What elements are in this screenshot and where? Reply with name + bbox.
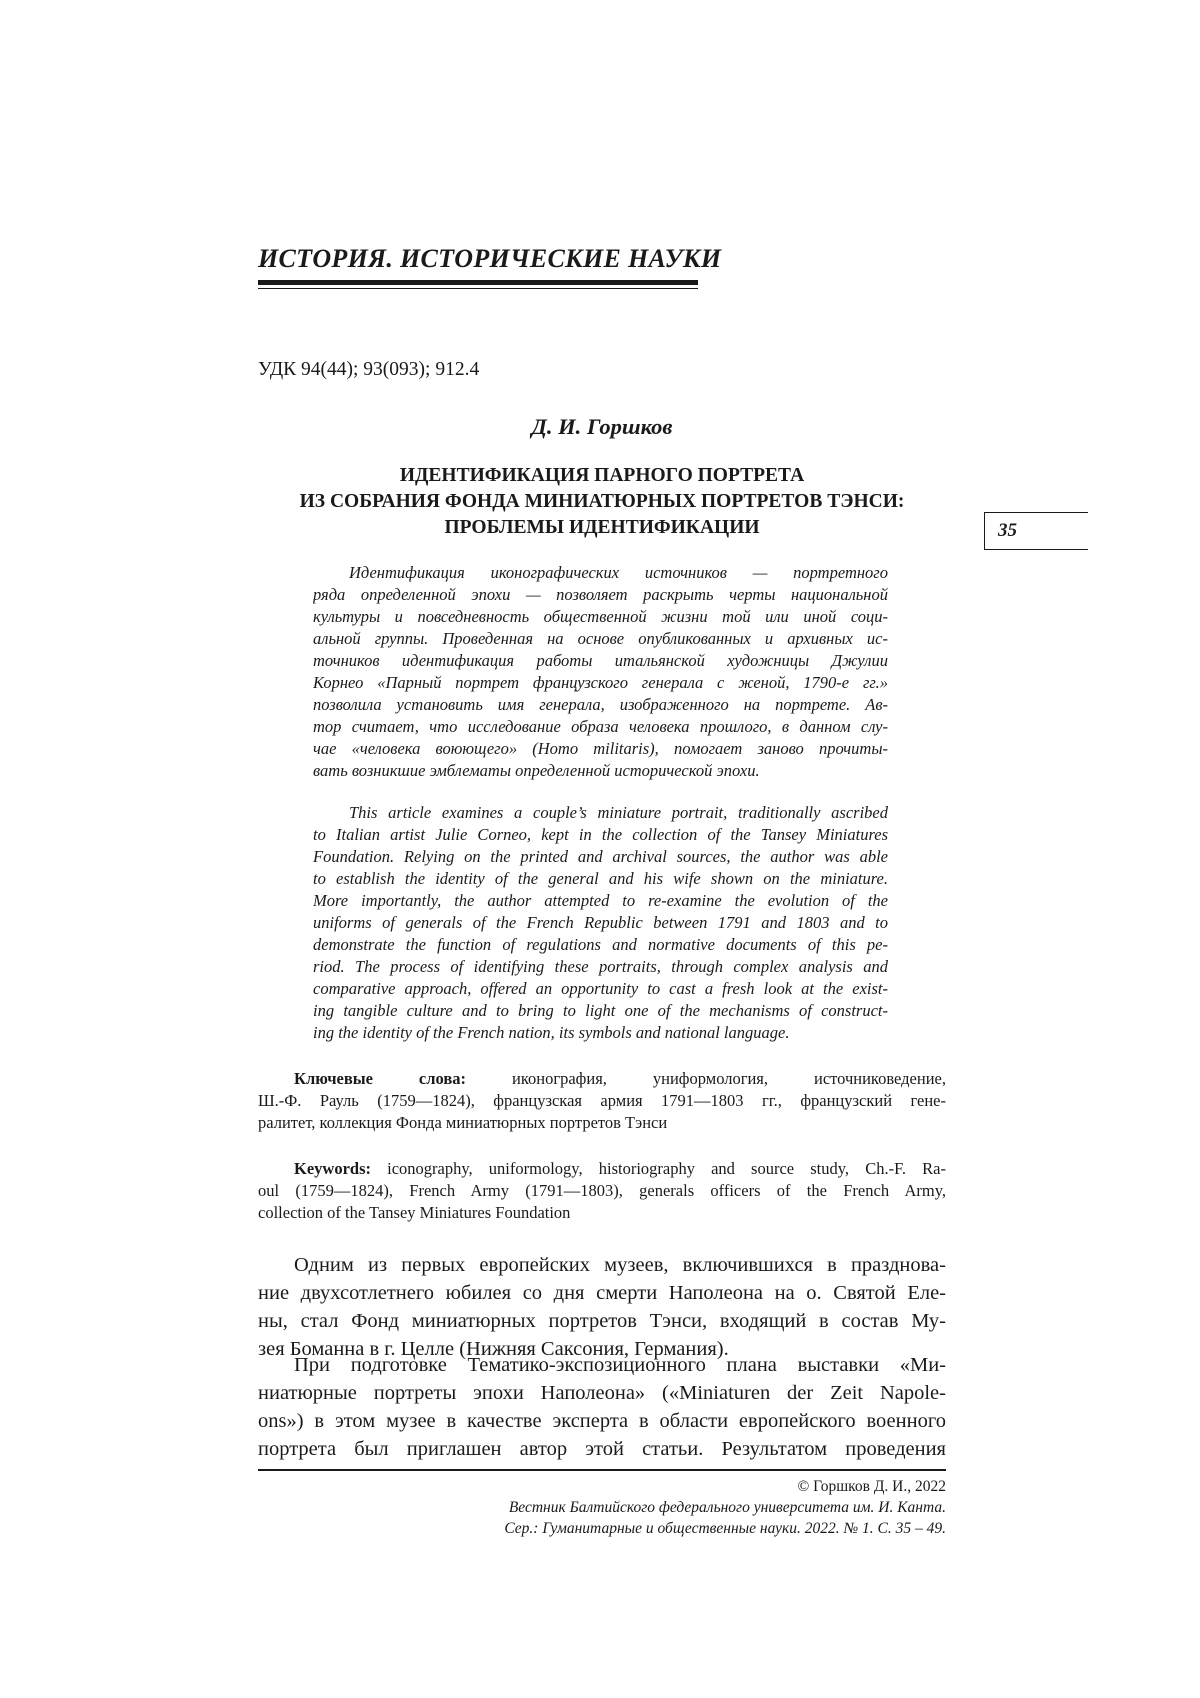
section-header: ИСТОРИЯ. ИСТОРИЧЕСКИЕ НАУКИ	[258, 244, 722, 273]
abstract-line: This article examines a couple’s miniature portrait, traditionally ascribed	[349, 803, 888, 822]
body-line: ons») в этом музее в качестве эксперта в области европейского военного	[258, 1410, 946, 1432]
abstract-line: тор считает, что исследование образа человека прошлого, в данном слу-	[313, 717, 888, 736]
abstract-line: ряда определенной эпохи — позволяет раскрыть черты национальной	[313, 585, 888, 604]
abstract-line: comparative approach, offered an opportunity to cast a fresh look at the exist-	[313, 979, 888, 998]
copyright: © Горшков Д. И., 2022	[797, 1478, 946, 1495]
keywords-label: Keywords:	[294, 1159, 371, 1178]
abstract-line: More importantly, the author attempted to re-examine the evolution of the	[313, 891, 888, 910]
abstract-line: uniforms of generals of the French Republic between 1791 and 1803 and to	[313, 913, 888, 932]
keywords-en	[258, 1158, 946, 1224]
title-line: ИЗ СОБРАНИЯ ФОНДА МИНИАТЮРНЫХ ПОРТРЕТОВ ТЭНСИ:	[299, 491, 905, 512]
journal-citation-line: Сер.: Гуманитарные и общественные науки. 2022. № 1. С. 35 – 49.	[504, 1520, 946, 1537]
abstract-line: чае «человека воюющего» (Homo militaris), помогает заново прочиты-	[313, 739, 888, 758]
keywords-line	[258, 1068, 946, 1090]
udk-code: УДК 94(44); 93(093); 912.4	[258, 359, 480, 380]
body-line: зея Боманна в г. Целле (Нижняя Саксония, Германия).	[258, 1338, 729, 1360]
title-line: ПРОБЛЕМЫ ИДЕНТИФИКАЦИИ	[444, 517, 760, 538]
body-line: Одним из первых европейских музеев, включившихся в празднова-	[294, 1254, 946, 1276]
keywords-text: иконография, униформология, источниковедение,	[512, 1069, 946, 1088]
keywords-line	[258, 1158, 946, 1180]
keywords-line: collection of the Tansey Miniatures Foundation	[258, 1203, 571, 1222]
body-line: ние двухсотлетнего юбилея со дня смерти Наполеона на о. Святой Еле-	[258, 1282, 946, 1304]
abstract-line: точников идентификация работы итальянской художницы Джулии	[313, 651, 888, 670]
abstract-line: ing the identity of the French nation, its symbols and national language.	[313, 1023, 790, 1042]
abstract-line: культуры и повседневность общественной жизни той или иной соци-	[313, 607, 888, 626]
keywords-line: Ш.-Ф. Рауль (1759—1824), французская армия 1791—1803 гг., французский гене-	[258, 1091, 946, 1110]
body-line: При подготовке Тематико-экспозиционного плана выставки «Ми-	[294, 1354, 946, 1376]
abstract-line: вать возникшие эмблематы определенной исторической эпохи.	[313, 761, 760, 780]
header-rule-thin	[258, 288, 698, 289]
abstract-line: riod. The process of identifying these portraits, through complex analysis and	[313, 957, 888, 976]
abstract-ru	[313, 562, 888, 782]
keywords-ru	[258, 1068, 946, 1134]
abstract-line: альной группы. Проведенная на основе опубликованных и архивных ис-	[313, 629, 888, 648]
abstract-line: ing tangible culture and to bring to light one of the mechanisms of construct-	[313, 1001, 888, 1020]
body-line: ны, стал Фонд миниатюрных портретов Тэнси, входящий в состав Му-	[258, 1310, 946, 1332]
keywords-line: oul (1759—1824), French Army (1791—1803), generals officers of the French Army,	[258, 1181, 946, 1200]
body-line: портрета был приглашен автор этой статьи. Результатом проведения	[258, 1438, 946, 1460]
journal-citation-line: Вестник Балтийского федерального университета им. И. Канта.	[508, 1499, 946, 1516]
body-paragraph-1	[258, 1251, 946, 1363]
keywords-text: iconography, uniformology, historiography and source study, Ch.-F. Ra-	[387, 1159, 946, 1178]
abstract-line: Корнео «Парный портрет французского генерала с женой, 1790-е гг.»	[313, 673, 888, 692]
body-line: ниатюрные портреты эпохи Наполеона» («Miniaturen der Zeit Napole-	[258, 1382, 946, 1404]
title-line: ИДЕНТИФИКАЦИЯ ПАРНОГО ПОРТРЕТА	[399, 465, 805, 486]
footer	[504, 1476, 946, 1539]
abstract-line: to Italian artist Julie Corneo, kept in the collection of the Tansey Miniatures	[313, 825, 888, 844]
header-rule-thick	[258, 280, 698, 285]
abstract-line: demonstrate the function of regulations and normative documents of this pe-	[313, 935, 888, 954]
author-name: Д. И. Горшков	[531, 414, 673, 439]
footer-rule	[258, 1469, 946, 1471]
keywords-line: ралитет, коллекция Фонда миниатюрных портретов Тэнси	[258, 1113, 668, 1132]
abstract-line: Идентификация иконографических источников — портретного	[349, 563, 888, 582]
abstract-line: Foundation. Relying on the printed and archival sources, the author was able	[313, 847, 888, 866]
article-title	[258, 463, 946, 541]
abstract-en	[313, 802, 888, 1044]
body-paragraph-2	[258, 1351, 946, 1463]
abstract-line: to establish the identity of the general and his wife shown on the miniature.	[313, 869, 888, 888]
page-number: 35	[998, 520, 1017, 541]
abstract-line: позволила установить имя генерала, изображенного на портрете. Ав-	[313, 695, 888, 714]
keywords-label: Ключевые слова:	[294, 1069, 467, 1088]
